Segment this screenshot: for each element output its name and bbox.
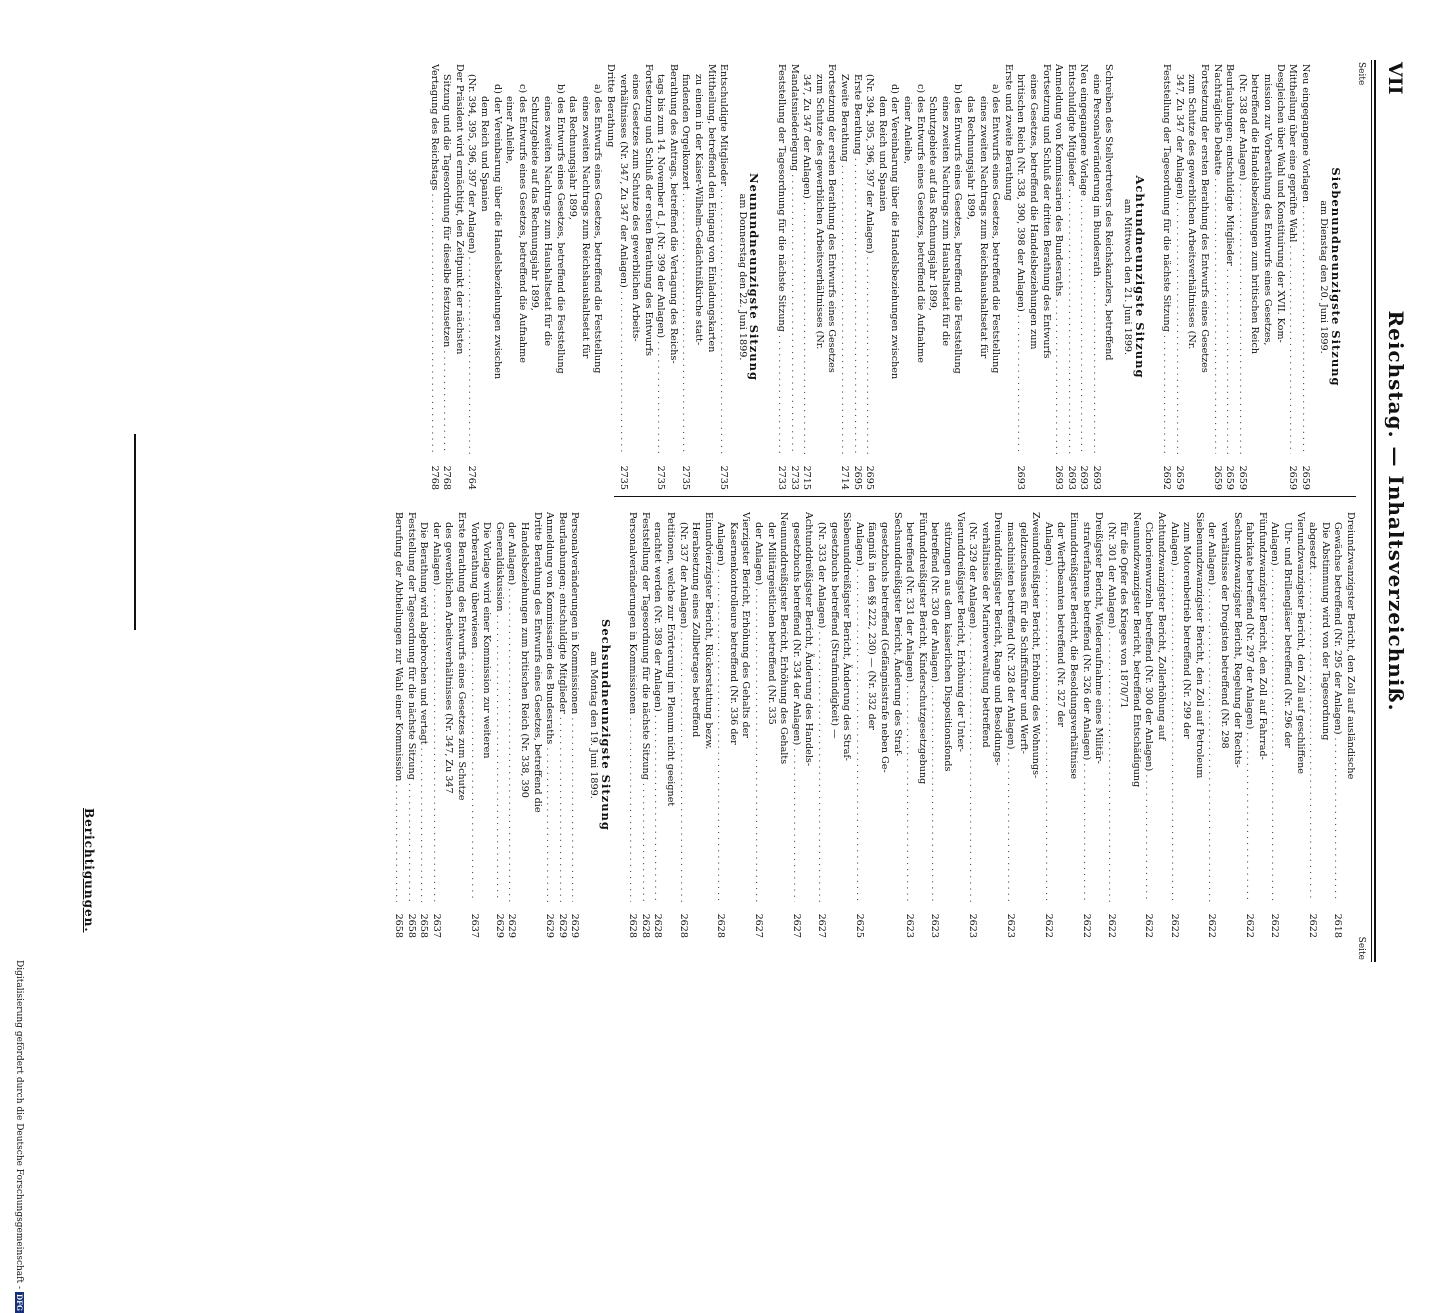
toc-entry-line: Schutzgebiete auf das Rechnungsjahr 1899, (529, 96, 541, 311)
toc-entry-line: gesetzbuchs betreffend (Gefängnisstrafe neben Ge- (879, 522, 891, 773)
toc-entry-text: Personalveränderungen in Kommissionen . . . (626, 512, 639, 902)
toc-entry-text: Entschuldigte Mitglieder . . . (717, 64, 730, 454)
toc-entry (1041, 512, 1054, 938)
toc-page-number: 2735 (655, 465, 667, 490)
toc-entry-line: eines Gesetzes, betreffend die Handelsbeziehungen zum (1027, 74, 1039, 350)
toc-entry-line: Erste und zweite Berathung (1002, 64, 1014, 201)
toc-page-number: 2623 (967, 913, 979, 938)
toc-entry-line: Neunundzwanzigster Bericht, betreffend Entschädigung (1130, 512, 1142, 788)
toc-entry-line: eines Gesetzes zum Schutze des gewerblichen Arbeits- (630, 74, 642, 342)
toc-entry (1079, 512, 1092, 938)
toc-entry-text: Anmeldung von Kommissarien des Bundesraths . . . (1052, 64, 1065, 454)
toc-entry (717, 64, 730, 490)
toc-entry-line: Handelsbeziehungen zum britischen Reich (Nr. 338, 390 (519, 522, 530, 798)
toc-entry-line: eines zweiten Nachtrags zum Reichshaushaltsetat für (977, 96, 989, 359)
header-rule (1374, 60, 1376, 962)
toc-entry-line: dem Reich und Spanien (876, 96, 888, 212)
toc-entry (1298, 64, 1311, 490)
toc-entry-line: Dritte Berathung des Entwurfs eines Gesetzes, betreffend die (531, 512, 543, 813)
toc-entry (417, 512, 430, 938)
toc-entry-text: der Anlagen) . . . (505, 512, 518, 902)
toc-entry-line: c) des Entwurfs eines Gesetzes, betreffend die Aufnahme (516, 84, 528, 363)
toc-entry-text: Mandatsniederlegung . . . (787, 64, 800, 454)
dfg-logo: DFG (15, 1294, 24, 1312)
toc-column-left (427, 64, 1356, 490)
toc-entry (1014, 64, 1027, 490)
toc-entry-text: Gewächse betreffend (Nr. 295 der Anlagen) . . . (1331, 512, 1344, 902)
toc-entry-text: Neu eingegangene Vorlagen . . . (1298, 64, 1311, 454)
toc-page-number: 2695 (864, 465, 876, 490)
session-heading: Neunundneunzigste Sitzung (747, 172, 762, 382)
toc-entry (440, 64, 453, 490)
toc-entry-line: Petitionen, welche zur Erörterung im Plenum nicht geeignet (664, 512, 676, 807)
toc-entry-line: einer Anleihe, (504, 96, 516, 165)
page-number: VII (1384, 62, 1406, 95)
toc-entry-text: Sitzung und die Tagesordnung für dieselbe festzusetzen . . . (440, 64, 453, 454)
toc-entry-line: Sechsunddreißigster Bericht, Änderung des Straf- (891, 512, 903, 757)
toc-entry-line: Vierunddreißigster Bericht, Erhöhung der Unter- (954, 512, 966, 753)
toc-entry (465, 64, 478, 490)
toc-entry (467, 512, 480, 938)
toc-entry-text: Cichorienwurzeln betreffend (Nr. 300 der Anlagen) . . . (1142, 512, 1155, 902)
toc-entry-line: das Rechnungsjahr 1899, (964, 96, 976, 220)
toc-entry-text: Anlagen) . . . (714, 512, 727, 902)
toc-entry (863, 64, 876, 490)
footer-text: Digitalisierung gefördert durch die Deutsche Forschungsgemeinschaft - (14, 960, 24, 1289)
toc-entry (1064, 64, 1077, 490)
toc-entry-line: Herabsetzung eines Zollbetrages betreffend (690, 522, 702, 738)
toc-entry-line: zum Schutze des gewerblichen Arbeitsverhältnisses (Nr. (813, 74, 825, 350)
toc-entry-line: Vierzigster Bericht, Erhöhung des Gehalts der (740, 512, 752, 738)
toc-entry (505, 512, 518, 938)
toc-entry (1205, 512, 1218, 938)
toc-page-number: 2623 (904, 913, 916, 938)
toc-page-number: 2623 (929, 913, 941, 938)
toc-entry (1172, 64, 1185, 490)
toc-entry-line: eines zweiten Nachtrags zum Haushaltsetat für die (541, 96, 553, 347)
toc-entry-line: Desgleichen über Wahl und Konstituirung der XVII. Kom- (1274, 64, 1286, 343)
toc-entry (789, 512, 802, 938)
toc-entry (1223, 64, 1236, 490)
toc-entry-line: Fortsetzung und Schluß der ersten Berathung des Entwurfs (642, 64, 654, 357)
toc-entry-text: Entschuldigte Mitglieder . . . (1064, 64, 1077, 454)
toc-entry-line: Dreiunddreißigster Bericht, Range und Besoldungs- (992, 512, 1004, 766)
toc-entry-line: d) der Vereinbarung über die Handelsbeziehungen zwischen (889, 84, 901, 380)
toc-entry-text: strafverfahrens betreffend (Nr. 326 der Anlagen) . . . (1079, 512, 1092, 902)
page-label-left: Seite (1356, 62, 1366, 86)
toc-entry-text: der Anlagen) . . . (752, 512, 765, 902)
toc-entry-line: Erste Berathung des Entwurfs eines Gesetzes zum Schutze (456, 512, 468, 801)
toc-entry-text: Die Berathung wird abgebrochen und vertagt . . . (417, 512, 430, 902)
toc-entry-text: Mittheilung über eine geprüfte Wahl . . . (1286, 64, 1299, 454)
toc-entry-text: gesetzbuchs betreffend (Nr. 334 der Anlagen) . . . (789, 512, 802, 902)
toc-entry-line: Dreiundzwanzigster Bericht, den Zoll auf ausländische (1345, 512, 1356, 780)
toc-entry-line: verhältnisse der Drogisten betreffend (Nr. 298 (1219, 522, 1231, 749)
toc-page-number: 2695 (851, 465, 863, 490)
toc-entry (427, 64, 440, 490)
toc-entry (1052, 64, 1065, 490)
toc-page-number: 2625 (853, 913, 865, 938)
toc-page-number: 2628 (639, 913, 651, 938)
toc-entry-text: Erste Berathung . . . (850, 64, 863, 454)
toc-entry-text: Beurlaubungen; entschuldigte Mitglieder . . . (555, 512, 568, 902)
toc-entry (1142, 512, 1155, 938)
toc-entry-line: Einundvierzigster Bericht, Rückerstattung bezw. (702, 512, 714, 750)
toc-page-number: 2618 (1332, 913, 1344, 938)
toc-entry-line: gesetzbuchs betreffend (Strafmündigkeit) — (828, 522, 840, 739)
toc-entry-line: Vierundzwanzigster Bericht, den Zoll auf geschliffene (1294, 512, 1306, 774)
toc-page-number: 2659 (1287, 465, 1299, 490)
toc-entry (492, 512, 505, 938)
toc-entry-line: Berathung des Antrags, betreffend die Vertagung des Reichs- (667, 64, 679, 364)
toc-entry (543, 512, 556, 938)
toc-entry-line: Kasernenkontrolleure betreffend (Nr. 336 der (727, 522, 739, 745)
toc-entry (787, 64, 800, 490)
toc-entry (679, 64, 692, 490)
toc-entry-line: Einunddreißigster Bericht, die Besoldungsverhältnisse (1067, 512, 1079, 780)
toc-entry-text: Berufung der Abtheilungen zur Wahl einer Kommission . . . (391, 512, 404, 902)
toc-entry-line: c) des Entwurfs eines Gesetzes, betreffend die Aufnahme (914, 84, 926, 363)
toc-entry-line: Siebenundzwanzigster Bericht, den Zoll auf Petroleum (1193, 512, 1205, 779)
toc-entry-text: fabrikate betreffend (Nr. 297 der Anlagen) . . . (1243, 512, 1256, 902)
toc-entry-text: Anlagen) . . . (1268, 512, 1281, 902)
column-tick (614, 496, 628, 497)
toc-entry-line: b) des Entwurfs eines Gesetzes, betreffend die Feststellung (554, 84, 566, 374)
session-date: am Mittwoch den 21. Juni 1899. (1122, 198, 1134, 356)
toc-entry-line: Fortsetzung der ersten Berathung des Entwurfs eines Gesetzes (826, 64, 838, 373)
toc-entry-text: 347, Zu 347 der Anlagen) . . . (800, 64, 813, 454)
toc-page-number: 2622 (1307, 913, 1319, 938)
toc-entry-text: (Nr. 333 der Anlagen) . . . (814, 512, 827, 902)
toc-entry-line: eines zweiten Nachtrags zum Haushaltsetat für die (939, 96, 951, 347)
column-separator (616, 496, 1356, 497)
page-title: Reichstag. — Inhaltsverzeichniß. (1384, 310, 1408, 712)
toc-entry-line: Neununddreißigster Bericht, Erhöhung des Gehalts (778, 512, 790, 765)
toc-entry-text: 347, Zu 347 der Anlagen) . . . (1172, 64, 1185, 454)
toc-page-number: 2715 (801, 465, 813, 490)
toc-page-number: 2768 (428, 465, 440, 490)
toc-page-number: 2622 (1206, 913, 1218, 938)
toc-entry (1331, 512, 1344, 938)
toc-entry (1243, 512, 1256, 938)
toc-page-number: 2622 (1042, 913, 1054, 938)
toc-entry-line: der Werftbeamten betreffend (Nr. 327 der (1055, 522, 1067, 727)
toc-entry-line: Schutzgebiete auf das Rechnungsjahr 1899, (927, 96, 939, 311)
toc-page-number: 2622 (1105, 913, 1117, 938)
toc-entry (1235, 64, 1248, 490)
toc-entry-text: Personalveränderungen in Kommissionen . . . (568, 512, 581, 902)
toc-page-number: 2622 (1269, 913, 1281, 938)
toc-entry (1104, 512, 1117, 938)
toc-entry (800, 64, 813, 490)
toc-entry (1306, 512, 1319, 938)
toc-entry-line: Dritte Berathung (604, 64, 616, 148)
toc-entry (429, 512, 442, 938)
toc-page-number: 2714 (839, 465, 851, 490)
toc-entry-line: a) des Entwurfs eines Gesetzes, betreffend die Feststellung (990, 84, 1002, 374)
toc-page-number: 2637 (468, 913, 480, 938)
toc-entry (928, 512, 941, 938)
toc-page-number: 2623 (1004, 913, 1016, 938)
toc-entry-text: abgesetzt . . . (1306, 512, 1319, 902)
toc-entry-text: (Nr. 394, 395, 396, 397 der Anlagen) . . . (465, 64, 478, 454)
toc-entry-line: Sechsundzwanzigster Bericht, Regelung der Rechts- (1231, 512, 1243, 768)
toc-page-number: 2693 (1065, 465, 1077, 490)
toc-page-number: 2629 (556, 913, 568, 938)
toc-entry-text: Anlagen) . . . (852, 512, 865, 902)
toc-entry-line: einer Anleihe, (902, 96, 913, 165)
toc-entry-text: (Nr. 301 der Anlagen) . . . (1104, 512, 1117, 902)
toc-page-number: 2627 (753, 913, 765, 938)
toc-page-number: 2658 (393, 913, 405, 938)
toc-entry (1268, 512, 1281, 938)
toc-entry-line: das Rechnungsjahr 1899, (567, 96, 579, 220)
toc-entry-line: des gewerblichen Arbeitsverhältnisses (Nr. 347, Zu 347 (443, 522, 455, 794)
toc-entry-text: betreffend (Nr. 330 der Anlagen) . . . (928, 512, 941, 902)
berichtigungen-heading: Berichtigungen. (82, 808, 96, 933)
toc-entry-line: verhältnisse der Marineverwaltung betreffend (979, 522, 991, 748)
toc-page-number: 2659 (1299, 465, 1311, 490)
toc-page-number: 2628 (652, 913, 664, 938)
toc-entry-line: mission zur Vorberathung des Entwurfs eines Gesetzes, (1262, 74, 1274, 346)
toc-page-number: 2629 (569, 913, 581, 938)
toc-entry-text: britischen Reich (Nr. 338, 390, 398 der Anlagen) . . . (1014, 64, 1027, 454)
toc-entry (1286, 64, 1299, 490)
toc-entry-text: Feststellung der Tagesordnung für die nächste Sitzung . . . (1160, 64, 1173, 454)
toc-entry-line: d) der Vereinbarung über die Handelsbeziehungen zwischen (491, 84, 503, 380)
toc-entry-line: Siebenunddreißigster Bericht, Änderung des Straf- (841, 512, 853, 761)
toc-page-number: 2627 (790, 913, 802, 938)
toc-entry-line: a) des Entwurfs eines Gesetzes, betreffend die Feststellung (592, 84, 604, 374)
section-rule (134, 434, 136, 630)
toc-entry (1167, 512, 1180, 938)
session-date: am Donnerstag den 22. Juni 1899. (736, 193, 748, 361)
toc-entry-text: Vertagung des Reichstags . . . (427, 64, 440, 454)
toc-page-number: 2628 (677, 913, 689, 938)
toc-entry-text: Zweite Berathung . . . (837, 64, 850, 454)
toc-entry-line: stützungen aus dem kaiserlichen Dispositionsfonds (942, 522, 953, 772)
toc-entry-line: b) des Entwurfs eines Gesetzes, betreffend die Feststellung (952, 84, 964, 374)
toc-page-number: 2693 (1078, 465, 1090, 490)
toc-entry-line: Fünfunddreißigster Bericht, Kinderschutzgesetzgebung (916, 512, 928, 785)
toc-entry (1003, 512, 1016, 938)
toc-entry-text: erachtet werden (Nr. 389 der Anlagen) . . . (651, 512, 664, 902)
toc-entry-line: der Militärgeistlichen betreffend (Nr. 335 (765, 522, 777, 725)
page-label-right: Seite (1356, 936, 1366, 960)
toc-entry (850, 64, 863, 490)
toc-entry-line: Fünfundzwanzigster Bericht, den Zoll auf Fahrrad- (1256, 512, 1268, 760)
toc-page-number: 2693 (1053, 465, 1065, 490)
toc-page-number: 2735 (718, 465, 730, 490)
toc-entry (1210, 64, 1223, 490)
toc-entry-text: Feststellung der Tagesordnung für die nächste Sitzung . . . (404, 512, 417, 902)
toc-page-number: 2659 (1236, 465, 1248, 490)
toc-page-number: 2693 (1015, 465, 1027, 490)
toc-entry-line: Achtunddreißigster Bericht, Änderung des Handels- (803, 512, 815, 767)
toc-page-number: 2622 (1168, 913, 1180, 938)
toc-entry (626, 512, 639, 938)
toc-entry-line: fängniß in den §§ 222, 230) — (Nr. 332 der (866, 522, 878, 730)
toc-entry-text: betreffend (Nr. 331 der Anlagen) . . . (903, 512, 916, 902)
toc-page-number: 2629 (544, 913, 556, 938)
toc-entry (814, 512, 827, 938)
session-heading: Siebenundneunzigste Sitzung (1329, 167, 1343, 387)
toc-page-number: 2637 (430, 913, 442, 938)
toc-entry-text: der Anlagen) . . . (1205, 512, 1218, 902)
toc-entry-text: (Nr. 338 der Anlagen) . . . (1235, 64, 1248, 454)
toc-entry-line: Schreiben des Stellvertreters des Reichskanzlers, betreffend (1103, 64, 1115, 361)
toc-page-number: 2622 (1143, 913, 1155, 938)
toc-page-number: 2622 (1080, 913, 1092, 938)
toc-entry (638, 512, 651, 938)
toc-entry-text: Anmeldung von Kommissarien des Bundesraths . . . (543, 512, 556, 902)
toc-entry (837, 64, 850, 490)
toc-page-number: 2735 (680, 465, 692, 490)
toc-entry-line: zum Motorenbetrieb betreffend (Nr. 299 der (1181, 522, 1193, 739)
toc-entry-text: Neu eingegangene Vorlage . . . (1077, 64, 1090, 454)
toc-entry-line: Die Vorlage wird einer Kommission zur weiteren (481, 522, 493, 759)
toc-entry (651, 512, 664, 938)
toc-entry-line: Fortsetzung der ersten Berathung des Entwurfs eines Gesetzes (1199, 64, 1211, 373)
page-header (1356, 62, 1414, 960)
toc-entry-line: zu einem in der Kaiser-Wilhelm-Gedächtnißkirche statt- (693, 74, 705, 346)
toc-entry-text: Anlagen) . . . (1167, 512, 1180, 902)
session-heading: Sechsundneunzigste Sitzung (598, 619, 613, 831)
toc-entry-line: eines zweiten Nachtrags zum Reichshaushaltsetat für (579, 96, 591, 359)
toc-entry-line: betreffend die Handelsbeziehungen zum britischen Reich (1249, 74, 1261, 355)
toc-page-number: 2768 (441, 465, 453, 490)
header-rule-thin (1371, 60, 1372, 962)
toc-entry-line: Zweiunddreißigster Bericht, Erhöhung des Wohnungs- (1030, 512, 1042, 779)
toc-entry-line: Mittheilung, betreffend den Eingang von Einladungskarten (705, 64, 717, 353)
toc-entry-text: maschinisten betreffend (Nr. 328 der Anlagen) . . . (1003, 512, 1016, 902)
toc-page-number: 2733 (776, 465, 788, 490)
toc-entry-text: Anlagen) . . . (1041, 512, 1054, 902)
toc-entry (555, 512, 568, 938)
toc-page-number: 2659 (1224, 465, 1236, 490)
toc-entry-text: verhältnisses (Nr. 347, Zu 347 der Anlagen) . . . (616, 64, 629, 454)
toc-page-number: 2629 (506, 913, 518, 938)
toc-entry-text: (Nr. 337 der Anlagen) . . . (676, 512, 689, 902)
toc-entry-text: Nachträgliche Debatte . . . (1210, 64, 1223, 454)
toc-entry-text: Vorberathung überwiesen . . . (467, 512, 480, 902)
toc-entry (714, 512, 727, 938)
toc-column-right (391, 512, 1356, 938)
toc-entry-line: Die Abstimmung wird von der Tagesordnung (1319, 522, 1331, 741)
toc-entry-text: eine Personalveränderung im Bundesrath . . . (1089, 64, 1102, 454)
toc-entry-text: Beurlaubungen; entschuldigte Mitglieder . . . (1223, 64, 1236, 454)
toc-entry-text: Feststellung der Tagesordnung für die nächste Sitzung . . . (774, 64, 787, 454)
toc-entry-text: der Anlagen) . . . (429, 512, 442, 902)
toc-entry (676, 512, 689, 938)
toc-entry-line: Der Präsident wird ermächtigt, den Zeitpunkt der nächsten (453, 64, 465, 355)
toc-entry (852, 512, 865, 938)
toc-entry-text: Generaldiskussion . . . (492, 512, 505, 902)
digitization-footer (14, 960, 24, 1313)
toc-entry-line: dem Reich und Spanien (479, 96, 490, 212)
toc-entry-text: tags bis zum 14. November d. J. (Nr. 399 der Anlagen) . . . (654, 64, 667, 454)
toc-entry-line: geldzuschusses für die Schiffsführer und Werft- (1017, 522, 1029, 754)
toc-page-number: 2735 (617, 465, 629, 490)
toc-page-number: 2627 (816, 913, 828, 938)
toc-page-number: 2764 (466, 465, 478, 490)
toc-page-number: 2692 (1161, 465, 1173, 490)
toc-page-number: 2733 (788, 465, 800, 490)
toc-entry (654, 64, 667, 490)
toc-entry (903, 512, 916, 938)
toc-entry-line: Achtundzwanzigster Bericht, Zollerhöhung auf (1156, 512, 1168, 741)
toc-entry (752, 512, 765, 938)
toc-entry-text: findenden Orgelkonzert . . . (679, 64, 692, 454)
toc-page-number: 2659 (1211, 465, 1223, 490)
session-heading: Achtundneunzigste Sitzung (1132, 175, 1147, 379)
toc-page-number: 2658 (405, 913, 417, 938)
toc-entry (404, 512, 417, 938)
toc-entry-line: Uhr- und Brillengläser betreffend (Nr. 296 der (1282, 522, 1294, 748)
toc-page-number: 2693 (1090, 465, 1102, 490)
toc-entry (774, 64, 787, 490)
toc-entry-line: für die Opfer des Krieges von 1870/71 (1118, 522, 1130, 709)
toc-entry (391, 512, 404, 938)
toc-page-number: 2659 (1173, 465, 1185, 490)
toc-entry (568, 512, 581, 938)
toc-entry-text: Feststellung der Tagesordnung für die nächste Sitzung . . . (638, 512, 651, 902)
toc-entry (616, 64, 629, 490)
toc-entry-line: Fortsetzung und Schluß der dritten Berathung des Entwurfs (1040, 64, 1052, 359)
toc-page-number: 2658 (418, 913, 430, 938)
toc-page-number: 2622 (1244, 913, 1256, 938)
toc-entry (1089, 64, 1102, 490)
toc-page-number: 2628 (715, 913, 727, 938)
toc-page-number: 2629 (493, 913, 505, 938)
toc-entry-text: (Nr. 329 der Anlagen) . . . (966, 512, 979, 902)
toc-entry (1077, 64, 1090, 490)
toc-entry (1160, 64, 1173, 490)
session-date: am Dienstag den 20. Juni 1899. (1318, 200, 1330, 354)
toc-entry-line: zum Schutze des gewerblichen Arbeitsverhältnisses (Nr. (1186, 74, 1198, 350)
toc-page-number: 2628 (627, 913, 639, 938)
session-date: am Montag den 19. Juni 1899. (587, 651, 599, 799)
toc-entry-line: Dreißigster Bericht, Wiederaufnahme eines Militär- (1093, 512, 1105, 764)
toc-entry (966, 512, 979, 938)
toc-entry-text: (Nr. 394, 395, 396, 397 der Anlagen) . . . (863, 64, 876, 454)
